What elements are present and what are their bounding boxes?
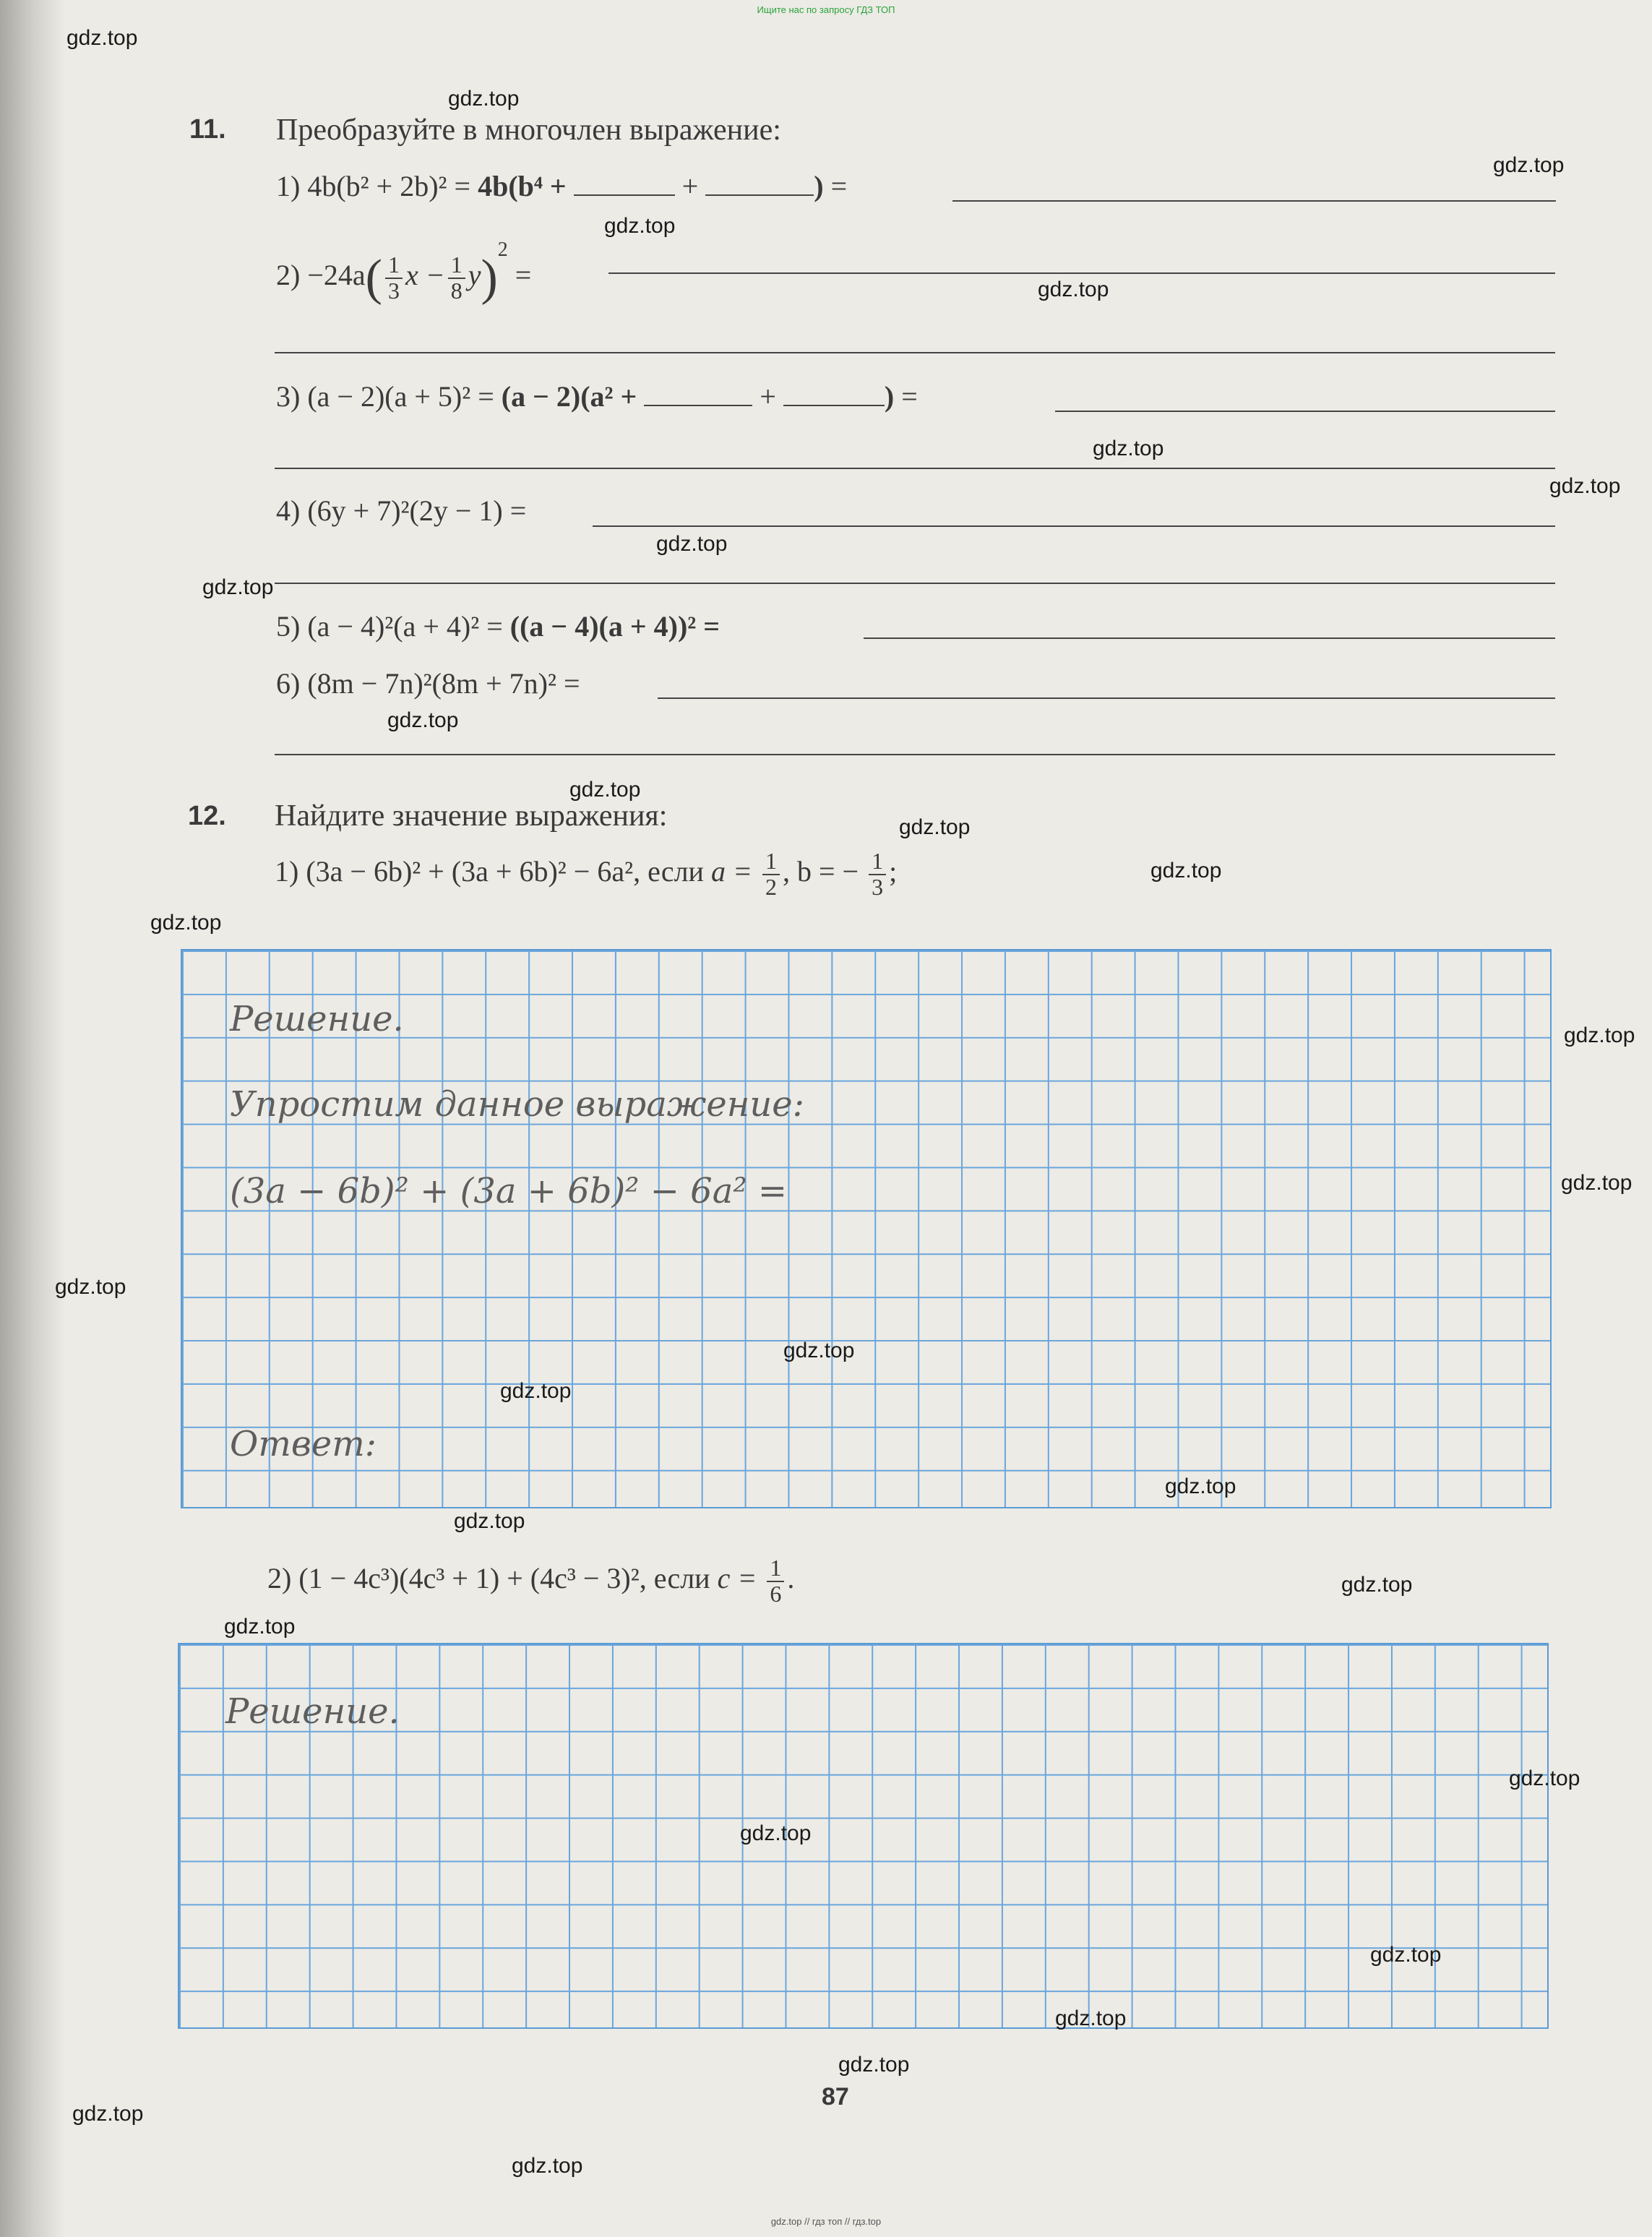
watermark: gdz.top bbox=[1150, 859, 1222, 883]
watermark: gdz.top bbox=[740, 1821, 812, 1845]
answer-blank[interactable] bbox=[783, 404, 885, 406]
answer-line[interactable] bbox=[275, 352, 1555, 353]
fraction: $\frac{1}{8}$ bbox=[448, 253, 465, 303]
b-equals: , b = − bbox=[782, 854, 859, 888]
answer-line[interactable] bbox=[1055, 411, 1555, 412]
fraction-b: $\frac{1}{3}$ bbox=[869, 849, 886, 899]
watermark: gdz.top bbox=[387, 708, 459, 732]
closing-paren: ) bbox=[884, 380, 895, 413]
task-11-item-2: 2) −24a( $\frac{1}{3}$ x − $\frac{1}{8}$ y)$^2$ = bbox=[276, 239, 532, 306]
closing-paren: ) bbox=[814, 170, 824, 202]
task-12-number: 12. bbox=[188, 801, 226, 831]
watermark: gdz.top bbox=[55, 1275, 126, 1299]
plus-sign: + bbox=[681, 170, 699, 202]
semicolon: ; bbox=[889, 854, 898, 888]
task-12-item-2 bbox=[267, 1556, 794, 1606]
expression: (a − 2)(a + 5)² = bbox=[307, 380, 502, 413]
variable-x: x − bbox=[405, 259, 445, 291]
a-equals: a = bbox=[710, 854, 752, 888]
item-label: 6) bbox=[276, 667, 301, 700]
watermark: gdz.top bbox=[783, 1339, 855, 1362]
answer-blank[interactable] bbox=[574, 194, 675, 196]
fraction-a: $\frac{1}{2}$ bbox=[762, 849, 780, 899]
task-11-item-1 bbox=[276, 169, 847, 203]
answer-label: Ответ: bbox=[230, 1424, 377, 1464]
task-11-item-6 bbox=[276, 666, 580, 700]
bottom-banner[interactable]: gdz.top // гдз топ // гдз.top bbox=[770, 2216, 882, 2227]
task-12-item-1 bbox=[275, 849, 897, 899]
answer-line[interactable] bbox=[864, 637, 1555, 639]
item-label: 3) bbox=[276, 380, 301, 413]
equals-sign: = bbox=[901, 380, 918, 413]
watermark: gdz.top bbox=[1341, 1573, 1413, 1597]
fraction-c: $\frac{1}{6}$ bbox=[767, 1556, 784, 1606]
expression-handwritten: (3a − 6b)² + (3a + 6b)² − 6a² = bbox=[230, 1171, 788, 1211]
expression-bold: ((a − 4)(a + 4))² = bbox=[509, 610, 720, 643]
watermark: gdz.top bbox=[202, 575, 274, 599]
equals-sign: = bbox=[515, 259, 532, 291]
task-11-item-3 bbox=[276, 379, 918, 413]
watermark: gdz.top bbox=[1564, 1023, 1635, 1047]
expression: (a − 4)²(a + 4)² = bbox=[307, 610, 510, 643]
watermark: gdz.top bbox=[72, 2102, 144, 2126]
answer-line[interactable] bbox=[608, 272, 1555, 274]
task-11-item-5 bbox=[276, 609, 720, 643]
answer-line[interactable] bbox=[275, 468, 1555, 469]
prefix: −24a bbox=[307, 259, 366, 291]
watermark: gdz.top bbox=[454, 1509, 525, 1533]
answer-blank[interactable] bbox=[644, 404, 752, 406]
expression: (6y + 7)²(2y − 1) = bbox=[307, 494, 527, 527]
watermark: gdz.top bbox=[1370, 1943, 1442, 1967]
equals-sign: = bbox=[830, 170, 848, 202]
watermark: gdz.top bbox=[1165, 1474, 1236, 1498]
watermark: gdz.top bbox=[224, 1615, 296, 1639]
task-12-heading: Найдите значение выражения: bbox=[275, 799, 668, 833]
answer-line[interactable] bbox=[952, 200, 1556, 202]
watermark: gdz.top bbox=[1493, 153, 1565, 177]
item-label: 5) bbox=[276, 610, 301, 643]
watermark: gdz.top bbox=[1561, 1171, 1632, 1195]
top-banner[interactable]: Ищите нас по запросу ГДЗ ТОП bbox=[757, 4, 895, 15]
watermark: gdz.top bbox=[604, 214, 676, 238]
solution-label: Решение. bbox=[230, 999, 404, 1039]
watermark: gdz.top bbox=[1055, 2006, 1127, 2030]
expression: (3a − 6b)² + (3a + 6b)² − 6a², если bbox=[306, 854, 704, 888]
page-binding-shadow bbox=[0, 0, 65, 2237]
watermark: gdz.top bbox=[512, 2154, 583, 2178]
watermark: gdz.top bbox=[838, 2053, 910, 2077]
answer-line[interactable] bbox=[593, 525, 1555, 527]
answer-line[interactable] bbox=[275, 583, 1555, 584]
item-label: 2) bbox=[267, 1561, 292, 1594]
item-label: 1) bbox=[276, 170, 301, 202]
watermark: gdz.top bbox=[656, 532, 728, 556]
task-11-item-4 bbox=[276, 494, 526, 528]
task-11-heading: Преобразуйте в многочлен выражение: bbox=[276, 113, 781, 147]
solution-label: Решение. bbox=[225, 1691, 400, 1732]
watermark: gdz.top bbox=[899, 815, 971, 839]
plus-sign: + bbox=[760, 380, 776, 413]
simplify-label: Упростим данное выражение: bbox=[230, 1084, 804, 1125]
watermark: gdz.top bbox=[150, 911, 222, 935]
variable-y: y bbox=[468, 259, 481, 291]
watermark: gdz.top bbox=[569, 778, 641, 802]
page-number: 87 bbox=[822, 2083, 849, 2111]
period: . bbox=[787, 1561, 795, 1594]
c-equals: c = bbox=[717, 1561, 757, 1594]
watermark: gdz.top bbox=[1549, 474, 1621, 498]
item-label: 2) bbox=[276, 259, 301, 291]
watermark: gdz.top bbox=[1509, 1766, 1580, 1790]
watermark: gdz.top bbox=[1093, 437, 1164, 460]
exponent: 2 bbox=[497, 239, 508, 261]
watermark: gdz.top bbox=[448, 87, 520, 111]
answer-line[interactable] bbox=[275, 754, 1555, 755]
expression: (1 − 4c³)(4c³ + 1) + (4c³ − 3)², если bbox=[298, 1561, 710, 1594]
expression: (8m − 7n)²(8m + 7n)² = bbox=[307, 667, 580, 700]
watermark: gdz.top bbox=[66, 26, 138, 50]
expression: 4b(b² + 2b)² = bbox=[307, 170, 478, 202]
task-11-number: 11. bbox=[189, 114, 226, 145]
answer-line[interactable] bbox=[658, 697, 1555, 699]
answer-blank[interactable] bbox=[705, 194, 814, 196]
item-label: 1) bbox=[275, 854, 299, 888]
item-label: 4) bbox=[276, 494, 301, 527]
fraction: $\frac{1}{3}$ bbox=[385, 253, 403, 303]
expression-bold: (a − 2)(a² + bbox=[501, 380, 637, 413]
watermark: gdz.top bbox=[1038, 278, 1109, 301]
watermark: gdz.top bbox=[500, 1379, 572, 1403]
expression-bold: 4b(b⁴ + bbox=[478, 170, 567, 202]
